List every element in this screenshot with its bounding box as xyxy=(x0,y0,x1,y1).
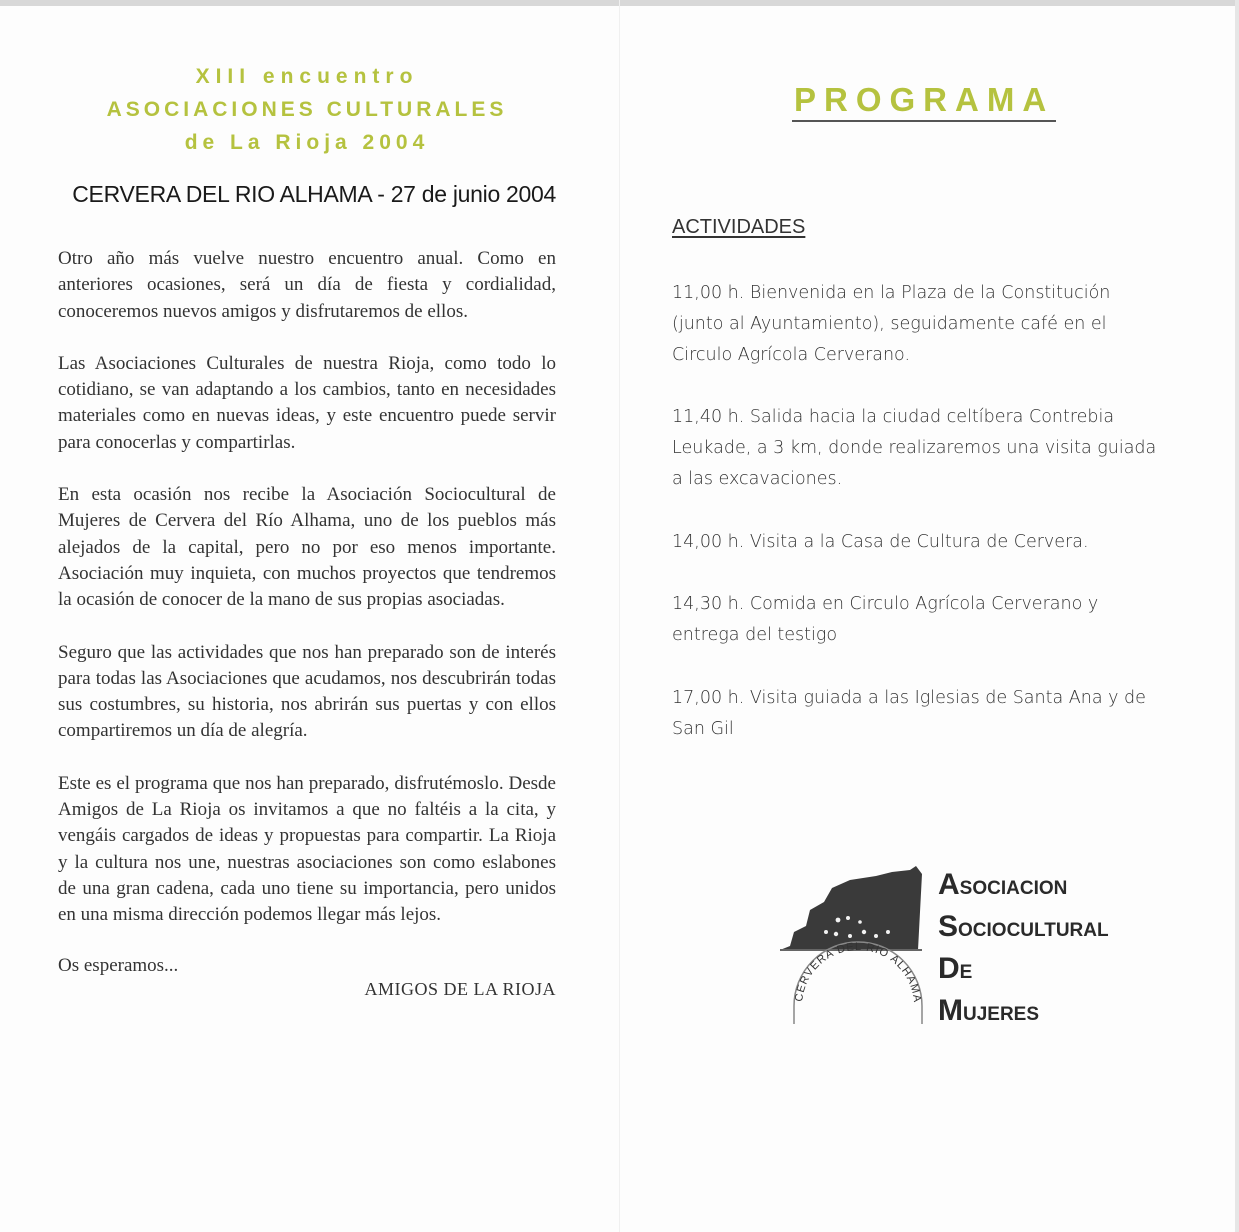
page-right-edge xyxy=(1235,0,1239,1232)
intro-paragraph-5: Este es el programa que nos han preparado, disfrutémoslo. Desde Amigos de La Rioja os invitamos a que no faltéis a la cita, y vengáis cargados de ideas y propuestas para compartir. La Rioja y la cultura nos une, nuestras asociaciones son como eslabones de una gran cadena, cada uno tiene su importancia, pero unidos en una misma dirección podemos llegar más lejos. xyxy=(58,772,556,926)
closing-line: Os esperamos... xyxy=(58,954,179,976)
activity-item: 14,30 h. Comida en Circulo Agrícola Cerverano y entrega del testigo xyxy=(672,594,1099,645)
event-heading xyxy=(58,60,556,159)
activity-item: 14,00 h. Visita a la Casa de Cultura de Cervera. xyxy=(672,532,1089,552)
programa-title: PROGRAMA xyxy=(792,80,1056,122)
logo-line-2 xyxy=(938,908,1109,950)
logo-line-4-cap: M xyxy=(938,994,963,1027)
logo-line-4 xyxy=(938,992,1109,1034)
event-heading-line-3: de La Rioja 2004 xyxy=(184,131,430,154)
event-heading-line-1: XIII encuentro xyxy=(195,65,419,88)
logo-line-4-rest: UJERES xyxy=(963,1004,1040,1025)
activity-item: 17,00 h. Visita guiada a las Iglesias de Santa Ana y de San Gil xyxy=(672,688,1146,739)
place-date: CERVERA DEL RIO ALHAMA - 27 de junio 2004 xyxy=(72,181,556,207)
actividades-label: ACTIVIDADES xyxy=(672,216,806,238)
intro-paragraph-2: Las Asociaciones Culturales de nuestra Rioja, como todo lo cotidiano, se van adaptando a los cambios, tanto en necesidades materiales como en nuevas ideas, y este encuentro puede servir para conocerlas y compartirlas. xyxy=(58,352,556,453)
logo-line-1 xyxy=(938,866,1109,908)
intro-text xyxy=(58,246,556,929)
logo-line-2-cap: S xyxy=(938,910,959,943)
logo-line-2-rest: OCIOCULTURAL xyxy=(958,920,1109,941)
activity-item: 11,40 h. Salida hacia la ciudad celtíbera Contrebia Leukade, a 3 km, donde realizaremos una visita guiada a las excavaciones. xyxy=(672,407,1157,489)
signature: AMIGOS DE LA RIOJA xyxy=(364,978,556,999)
intro-paragraph-4: Seguro que las actividades que nos han preparado son de interés para todas las Asociaciones que acudamos, nos descubrirán todas sus costumbres, su historia, nos abrirán sus puertas y con ellos compartiremos un día de alegría. xyxy=(58,641,556,742)
intro-paragraph-1: Otro año más vuelve nuestro encuentro anual. Como en anteriores ocasiones, será un día de fiesta y cordialidad, conoceremos nuevos amigos y disfrutaremos de ellos. xyxy=(58,248,556,322)
page-fold xyxy=(619,0,620,1232)
logo-line-1-cap: A xyxy=(938,868,960,901)
intro-paragraph-3: En esta ocasión nos recibe la Asociación Sociocultural de Mujeres de Cervera del Río Alhama, uno de los pueblos más alejados de la capital, pero no por eso menos importante. Asociación muy inquieta, con muchos proyectos que tendremos la ocasión de conocer de la mano de sus propias asociadas. xyxy=(58,484,556,611)
activity-item: 11,00 h. Bienvenida en la Plaza de la Constitución (junto al Ayuntamiento), seguidamente café en el Circulo Agrícola Cerverano. xyxy=(672,283,1111,365)
event-heading-line-2: ASOCIACIONES CULTURALES xyxy=(106,98,508,121)
logo-arc-text: CERVERA DEL RIO ALHAMA xyxy=(793,940,924,1004)
logo-line-1-rest: SOCIACION xyxy=(959,878,1068,899)
logo-wordmark xyxy=(938,866,1109,1034)
logo-line-3-cap: D xyxy=(938,952,960,985)
logo-line-3-rest: E xyxy=(959,962,973,983)
logo-line-3 xyxy=(938,950,1109,992)
left-panel xyxy=(58,60,556,1000)
